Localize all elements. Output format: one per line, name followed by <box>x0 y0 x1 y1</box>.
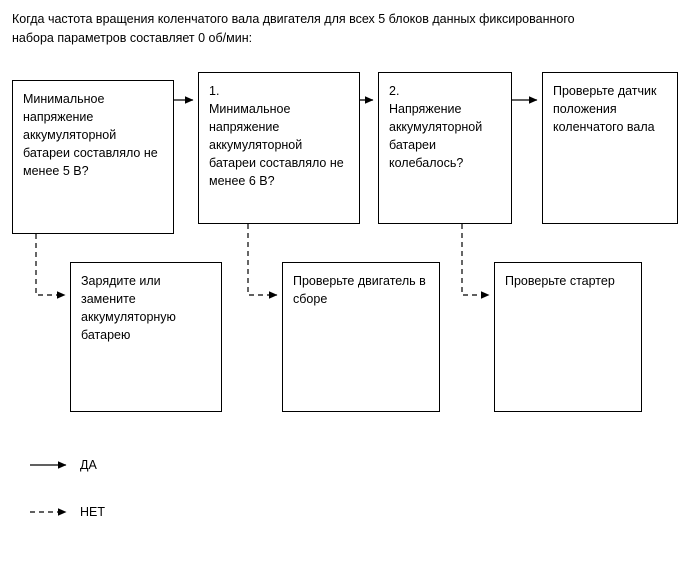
node-text: Проверьте стартер <box>505 274 615 288</box>
node-text: Минимальное напряжение аккумуляторной батареи составляло не менее 5 В? <box>23 92 158 178</box>
node-text: Зарядите или замените аккумуляторную батарею <box>81 274 176 342</box>
node-charge-or-replace-battery[interactable] <box>70 262 222 412</box>
legend-label-yes: ДА <box>80 458 97 472</box>
node-text: Проверьте двигатель в сборе <box>293 274 426 306</box>
node-check-starter[interactable] <box>494 262 642 412</box>
connector-q2-n2 <box>248 224 277 295</box>
node-check-crankshaft-sensor[interactable] <box>542 72 678 224</box>
node-min-voltage-5v[interactable] <box>12 80 174 234</box>
node-text: Проверьте датчик положения коленчатого вала <box>553 84 657 134</box>
connector-q1-n1 <box>36 234 65 295</box>
node-number: 2. <box>389 84 400 98</box>
node-check-engine-assembly[interactable] <box>282 262 440 412</box>
node-text: Минимальное напряжение аккумуляторной батареи составляло не менее 6 В? <box>209 102 344 188</box>
connector-q3-n3 <box>462 224 489 295</box>
intro-text: Когда частота вращения коленчатого вала двигателя для всех 5 блоков данных фиксированного набора параметров составляет 0 об/мин: <box>12 12 575 45</box>
node-text: Напряжение аккумуляторной батареи колебалось? <box>389 102 483 170</box>
node-min-voltage-6v[interactable] <box>198 72 360 224</box>
node-number: 1. <box>209 84 220 98</box>
node-voltage-fluctuation[interactable] <box>378 72 512 224</box>
legend-label-no: НЕТ <box>80 505 105 519</box>
